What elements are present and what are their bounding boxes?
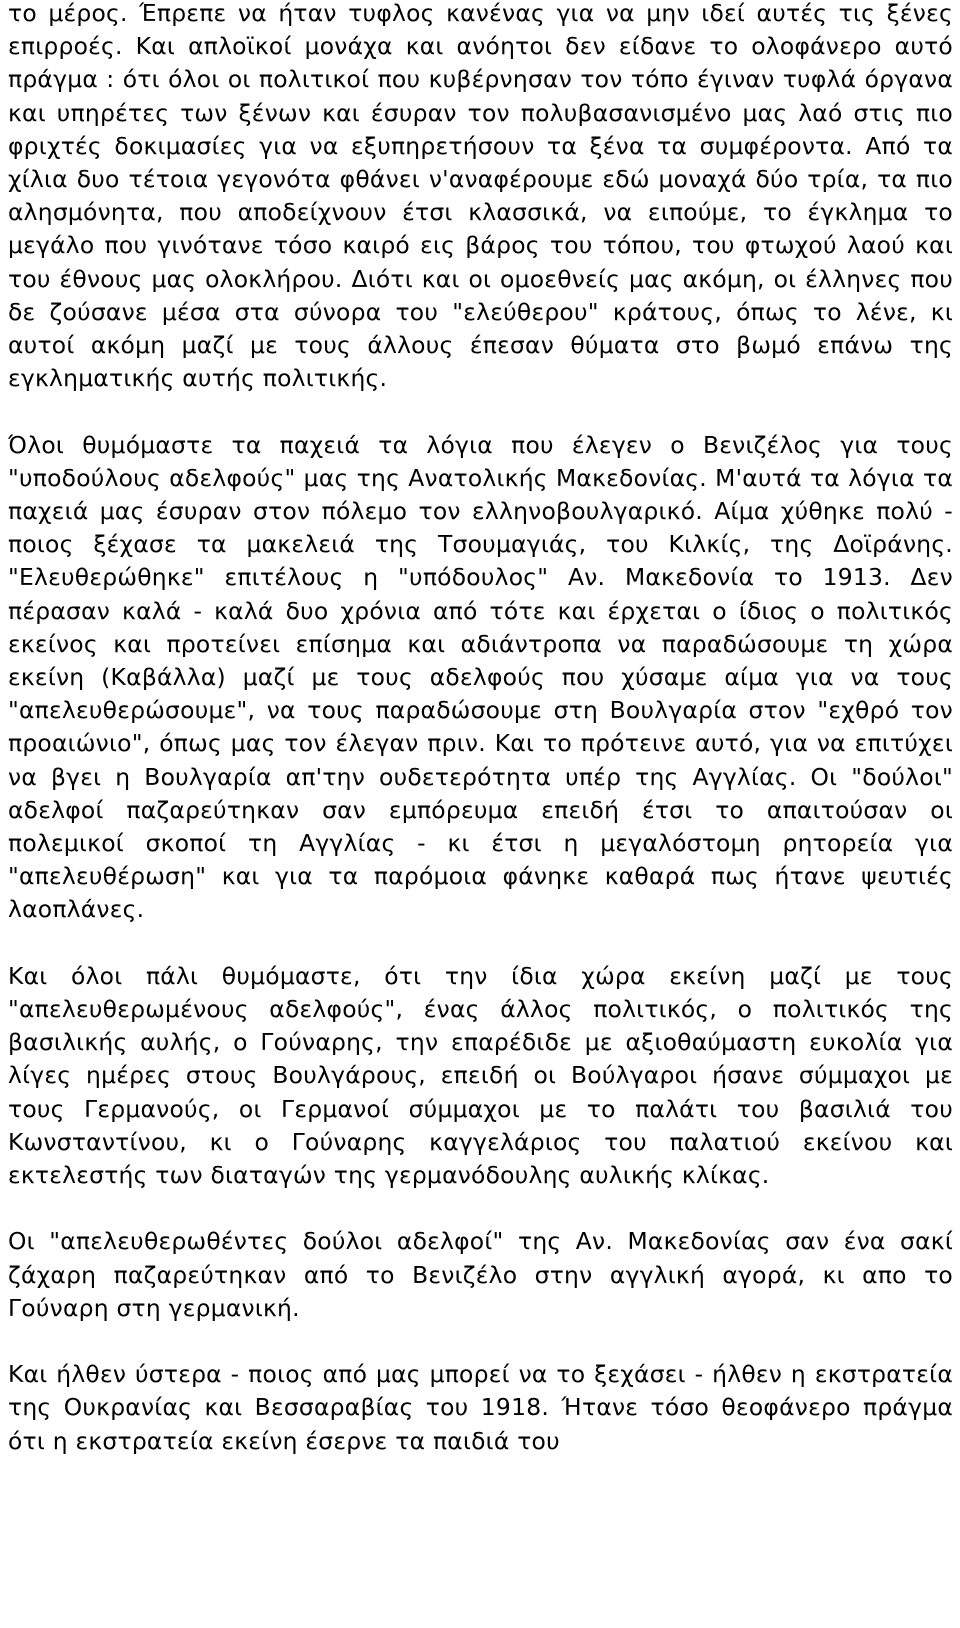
paragraph-gounaris: Και όλοι πάλι θυμόμαστε, ότι την ίδια χώρα εκείνη μαζί με τους "απελευθερωμένους αδελφούς", ένας άλλος πολιτικός, ο πολιτικός της βασιλικής αυλής, ο Γούναρης, την επαρέδιδε με αξιοθαύμαστη ευκολία για λίγες ημέρες στους Βουλγάρους, επειδή οι Βούλγαροι ήσανε σύμμαχοι με τους Γερμανούς, οι Γερμανοί σύμμαχοι με το παλάτι του βασιλιά του Κωνσταντίνου, κι ο Γούναρης καγγελάριος του παλατιού εκείνου και εκτελεστής των διαταγών της γερμανόδουλης αυλικής κλίκας. (8, 961, 953, 1190)
paragraph-ukraine-campaign: Και ήλθεν ύστερα - ποιος από μας μπορεί να το ξεχάσει - ήλθεν η εκστρατεία της Ουκρανίας και Βεσσαραβίας του 1918. Ήτανε τόσο θεοφάνερο πράγμα ότι η εκστρατεία εκείνη έσερνε τα παιδιά του (8, 1360, 953, 1455)
paragraph-bargained-brothers: Οι "απελευθερωθέντες δούλοι αδελφοί" της Αν. Μακεδονίας σαν ένα σακί ζάχαρη παζαρεύτηκαν από το Βενιζέλο στην αγγλική αγορά, κι απο το Γούναρη στη γερμανική. (8, 1227, 953, 1322)
paragraph-eastern-macedonia: Όλοι θυμόμαστε τα παχειά τα λόγια που έλεγεν ο Βενιζέλος για τους "υποδούλους αδελφούς" μας της Ανατολικής Μακεδονίας. Μ'αυτά τα λόγια τα παχειά μας έσυραν στον πόλεμο τον ελληνοβουλγαρικό. Αίμα χύθηκε πολύ - ποιος ξέχασε τα μακελειά της Τσουμαγιάς, του Κιλκίς, της Δοϊράνης. "Ελευθερώθηκε" επιτέλους η "υπόδουλος" Αν. Μακεδονία το 1913. Δεν πέρασαν καλά - καλά δυο χρόνια από τότε και έρχεται ο ίδιος ο πολιτικός εκείνος και προτείνει επίσημα και αδιάντροπα να παραδώσουμε τη χώρα εκείνη (Καβάλλα) μαζί με τους αδελφούς που χύσαμε αίμα για να τους "απελευθερώσουμε", να τους παραδώσουμε στη Βουλγαρία στον "εχθρό τον προαιώνιο", όπως μας τον έλεγαν πριν. Και το πρότεινε αυτό, για να επιτύχει να βγει η Βουλγαρία απ'την ουδετερότητα υπέρ της Αγγλίας. Οι "δούλοι" αδελφοί παζαρεύτηκαν σαν εμπόρευμα επειδή έτσι το απαιτούσαν οι πολεμικοί σκοποί τη Αγγλίας - κι έτσι η μεγαλόστομη ρητορεία για "απελευθέρωση" και για τα παρόμοια φάνηκε καθαρά πως ήτανε ψευτιές λαοπλάνες. (8, 430, 953, 924)
paragraph-foreign-influences: το μέρος. Έπρεπε να ήταν τυφλος κανένας για να μην ιδεί αυτές τις ξένες επιρροές. Και απλοϊκοί μονάχα και ανόητοι δεν είδανε το ολοφάνερο αυτό πράγμα : ότι όλοι οι πολιτικοί που κυβέρνησαν τον τόπο έγιναν τυφλά όργανα και υπηρέτες των ξένων και έσυραν τον πολυβασανισμένο μας λαό στις πιο φριχτές δοκιμασίες για να εξυπηρετήσουν τα ξένα τα συμφέροντα. Από τα χίλια δυο τέτοια γεγονότα φθάνει ν'αναφέρουμε εδώ μοναχά δύο τρία, τα πιο αλησμόνητα, που αποδείχνουν έτσι κλασσικά, να ειπούμε, το έγκλημα το μεγάλο που γινότανε τόσο καιρό εις βάρος του τόπου, του φτωχού λαού και του έθνους μας ολοκλήρου. Διότι και οι ομοεθνείς μας ακόμη, οι έλληνες που δε ζούσανε μέσα στα σύνορα του "ελεύθερου" κράτους, όπως το λένε, κι αυτοί ακόμη μαζί με τους άλλους έπεσαν θύματα στο βωμό επάνω της εγκληματικής αυτής πολιτικής. (8, 0, 953, 393)
